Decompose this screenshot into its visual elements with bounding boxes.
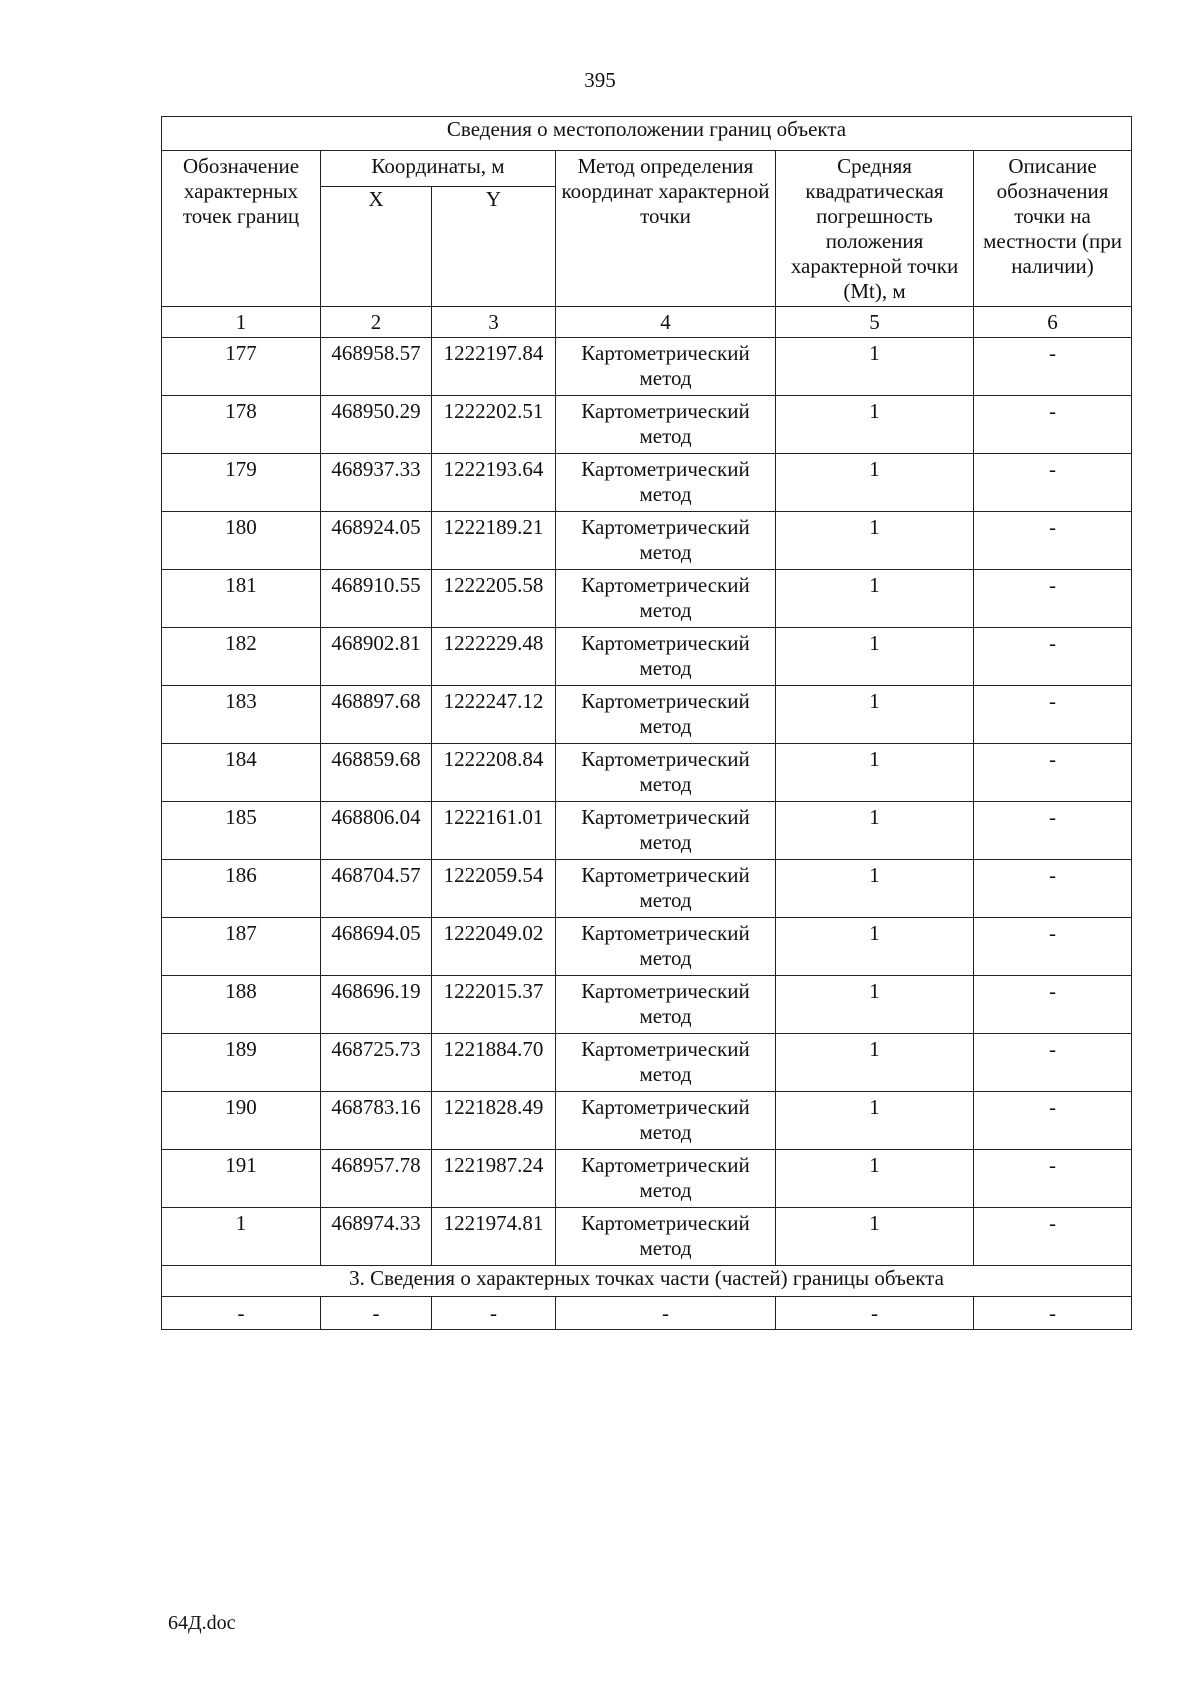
cell-method: Картометрический метод [556,860,776,918]
section3-empty-row [162,1297,1132,1330]
cell-y: 1222229.48 [432,628,556,686]
cell-x: 468974.33 [321,1208,432,1266]
section3-cell: - [321,1297,432,1330]
cell-x: 468725.73 [321,1034,432,1092]
cell-error: 1 [776,686,974,744]
cell-error: 1 [776,918,974,976]
section3-title: 3. Сведения о характерных точках части (частей) границы объекта [162,1266,1132,1297]
section3-cell: - [974,1297,1132,1330]
cell-y: 1222059.54 [432,860,556,918]
cell-x: 468806.04 [321,802,432,860]
cell-method: Картометрический метод [556,686,776,744]
cell-error: 1 [776,628,974,686]
section3-cell: - [162,1297,321,1330]
cell-point: 177 [162,338,321,396]
table-row [162,744,1132,802]
cell-point: 179 [162,454,321,512]
cell-y: 1221987.24 [432,1150,556,1208]
cell-error: 1 [776,338,974,396]
section3-cell: - [776,1297,974,1330]
cell-x: 468897.68 [321,686,432,744]
cell-error: 1 [776,802,974,860]
cell-x: 468694.05 [321,918,432,976]
table-row [162,570,1132,628]
footer-filename: 64Д.doc [168,1612,236,1634]
cell-y: 1222189.21 [432,512,556,570]
cell-error: 1 [776,512,974,570]
cell-method: Картометрический метод [556,1208,776,1266]
header-x: X [321,187,432,307]
cell-y: 1222247.12 [432,686,556,744]
column-number: 4 [556,307,776,338]
cell-error: 1 [776,860,974,918]
column-number: 3 [432,307,556,338]
cell-point: 186 [162,860,321,918]
column-number: 5 [776,307,974,338]
cell-y: 1222205.58 [432,570,556,628]
cell-method: Картометрический метод [556,1034,776,1092]
cell-x: 468902.81 [321,628,432,686]
table-row [162,918,1132,976]
cell-point: 183 [162,686,321,744]
table-row [162,1034,1132,1092]
boundary-coordinates-table [161,116,1132,1330]
cell-point: 191 [162,1150,321,1208]
table-row [162,512,1132,570]
cell-error: 1 [776,454,974,512]
table-row [162,860,1132,918]
cell-description: - [974,860,1132,918]
cell-point: 184 [162,744,321,802]
cell-x: 468696.19 [321,976,432,1034]
cell-point: 182 [162,628,321,686]
cell-point: 178 [162,396,321,454]
cell-method: Картометрический метод [556,1150,776,1208]
cell-x: 468957.78 [321,1150,432,1208]
cell-x: 468937.33 [321,454,432,512]
cell-description: - [974,918,1132,976]
header-coordinates: Координаты, м [321,151,556,187]
cell-y: 1221828.49 [432,1092,556,1150]
table-row [162,1208,1132,1266]
cell-point: 1 [162,1208,321,1266]
cell-error: 1 [776,1208,974,1266]
cell-x: 468704.57 [321,860,432,918]
cell-y: 1222197.84 [432,338,556,396]
cell-point: 185 [162,802,321,860]
cell-description: - [974,686,1132,744]
section3-row [162,1266,1132,1297]
cell-method: Картометрический метод [556,628,776,686]
cell-point: 187 [162,918,321,976]
cell-error: 1 [776,1150,974,1208]
cell-method: Картометрический метод [556,802,776,860]
header-designation: Обозначение характерных точек границ [162,151,321,307]
cell-error: 1 [776,744,974,802]
cell-method: Картометрический метод [556,976,776,1034]
cell-x: 468910.55 [321,570,432,628]
section3-cell: - [556,1297,776,1330]
cell-method: Картометрический метод [556,744,776,802]
cell-description: - [974,512,1132,570]
cell-y: 1222015.37 [432,976,556,1034]
cell-description: - [974,976,1132,1034]
cell-method: Картометрический метод [556,396,776,454]
cell-point: 189 [162,1034,321,1092]
cell-method: Картометрический метод [556,512,776,570]
cell-y: 1222202.51 [432,396,556,454]
cell-y: 1222208.84 [432,744,556,802]
cell-method: Картометрический метод [556,570,776,628]
table-row [162,802,1132,860]
cell-method: Картометрический метод [556,338,776,396]
table-row [162,396,1132,454]
cell-x: 468783.16 [321,1092,432,1150]
table-row [162,338,1132,396]
cell-point: 181 [162,570,321,628]
cell-point: 180 [162,512,321,570]
cell-method: Картометрический метод [556,1092,776,1150]
table-row [162,628,1132,686]
cell-y: 1221974.81 [432,1208,556,1266]
table-row [162,976,1132,1034]
cell-description: - [974,1208,1132,1266]
column-numbers-row [162,307,1132,338]
header-error: Средняя квадратическая погрешность положения характерной точки (Mt), м [776,151,974,307]
cell-description: - [974,570,1132,628]
section3-cell: - [432,1297,556,1330]
header-y: Y [432,187,556,307]
table-row [162,1150,1132,1208]
header-description: Описание обозначения точки на местности (при наличии) [974,151,1132,307]
cell-y: 1221884.70 [432,1034,556,1092]
cell-error: 1 [776,976,974,1034]
column-number: 2 [321,307,432,338]
page-number: 395 [584,68,616,92]
cell-description: - [974,1150,1132,1208]
cell-error: 1 [776,570,974,628]
cell-description: - [974,628,1132,686]
cell-y: 1222193.64 [432,454,556,512]
cell-y: 1222049.02 [432,918,556,976]
cell-description: - [974,338,1132,396]
cell-x: 468958.57 [321,338,432,396]
cell-description: - [974,396,1132,454]
cell-method: Картометрический метод [556,918,776,976]
cell-point: 188 [162,976,321,1034]
table-title: Сведения о местоположении границ объекта [162,117,1132,151]
column-number: 1 [162,307,321,338]
cell-point: 190 [162,1092,321,1150]
cell-x: 468924.05 [321,512,432,570]
cell-description: - [974,1092,1132,1150]
cell-method: Картометрический метод [556,454,776,512]
cell-error: 1 [776,396,974,454]
cell-x: 468950.29 [321,396,432,454]
cell-error: 1 [776,1034,974,1092]
table-row [162,686,1132,744]
cell-description: - [974,454,1132,512]
cell-x: 468859.68 [321,744,432,802]
column-number: 6 [974,307,1132,338]
cell-y: 1222161.01 [432,802,556,860]
table-row [162,1092,1132,1150]
cell-description: - [974,802,1132,860]
cell-description: - [974,1034,1132,1092]
cell-description: - [974,744,1132,802]
table-row [162,454,1132,512]
cell-error: 1 [776,1092,974,1150]
header-method: Метод определения координат характерной точки [556,151,776,307]
